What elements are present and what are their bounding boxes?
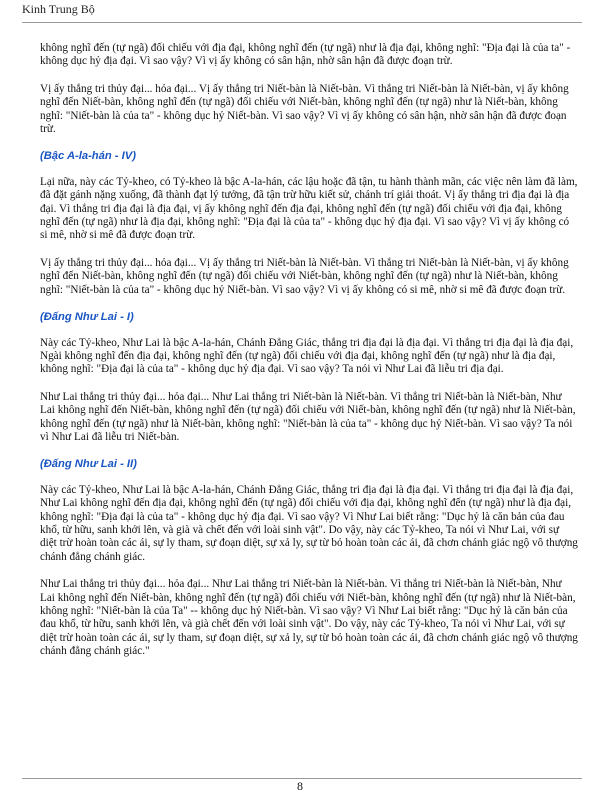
header-divider: [22, 22, 582, 23]
running-header: Kinh Trung Bộ: [22, 2, 95, 16]
paragraph: Như Lai thắng tri thủy đại... hỏa đại... Như Lai thắng tri Niết-bàn là Niết-bàn. Vì thắng tri Niết-bàn là Niết-bàn, Như Lai không nghĩ đến Niết-bàn, không nghĩ đến (tự ngã) đối chiếu với Niết-bàn, không nghĩ đến (tự ngã) như là Niết-bàn, không nghĩ đến (tự ngã) như là Niết-bàn, không nghĩ: "Niết-bàn là của ta" - không dục hỷ Niết-bàn. Vì sao vậy? Ta nói vì Như Lai đã liễu tri Niết-bàn.: [40, 390, 576, 443]
paragraph: Như Lai thắng tri thủy đại... hỏa đại... Như Lai thắng tri Niết-bàn là Niết-bàn. Vì thắng tri Niết-bàn là Niết-bàn, Như Lai không nghĩ đến Niết-bàn, không nghĩ đến (tự ngã) đối chiếu với Niết-bàn, không nghĩ đến (tự ngã) như là Niết-bàn, không nghĩ: "Niết-bàn là của Ta" -- không dục hỷ Niết-bàn. Vì sao vậy? Vì Như Lai biết rằng: "Dục hỷ là căn bản của đau khổ, từ hữu, sanh khởi lên, và già chết đến với loài sinh vật". Do vậy, này các Tỷ-kheo, Ta nói vì Như Lai, với sự diệt trừ hoàn toàn các ái, sự ly tham, sự đoạn diệt, sự xả ly, sự từ bỏ hoàn toàn các ái, đã chơn chánh giác ngộ vô thượng chánh đẳng chánh giác.": [40, 578, 578, 658]
paragraph: Này các Tỷ-kheo, Như Lai là bậc A-la-hán, Chánh Đẳng Giác, thắng tri địa đại là địa đại. Vì thắng tri địa đại là địa đại, Ngài không nghĩ đến địa đại, không nghĩ đến (tự ngã) đối chiếu với địa đại, không nghĩ đến (tự ngã) như là địa đại, không nghĩ: "Địa đại là của ta" - không dục hỷ địa đại. Vì sao vậy? Ta nói vì Như Lai đã liễu tri địa đại.: [40, 336, 574, 376]
page-number: 8: [297, 779, 303, 793]
paragraph: Vị ấy thắng tri thủy đại... hỏa đại... Vị ấy thắng tri Niết-bàn là Niết-bàn. Vì thắng tri Niết-bàn là Niết-bàn, vị ấy không nghĩ đến Niết-bàn, không nghĩ đến (tự ngã) đối chiếu với Niết-bàn, không nghĩ đến (tự ngã) như là Niết-bàn, không nghĩ: "Niết-bàn là của ta" - không dục hỷ Niết-bàn. Vì sao vậy? Vì vị ấy không có si mê, nhờ si mê đã được đoạn trừ.: [40, 256, 569, 296]
section-heading: (Đấng Như Lai - I): [40, 311, 134, 324]
paragraph: không nghĩ đến (tự ngã) đối chiếu với địa đại, không nghĩ đến (tự ngã) như là địa đại, không nghĩ: "Địa đại là của ta" - không dục hỷ địa đại. Vì sao vậy? Vì vị ấy không có sân hận, nhờ sân hận đã được đoạn trừ.: [40, 42, 571, 68]
paragraph: Lại nữa, này các Tỷ-kheo, có Tỷ-kheo là bậc A-la-hán, các lậu hoặc đã tận, tu hành thành mãn, các việc nên làm đã làm, đã đặt gánh nặng xuống, đã thành đạt lý tưởng, đã tận trừ hữu kiết sử, chánh trí giải thoát. Vị ấy thắng tri địa đại là địa đại. Vì thắng tri địa đại là địa đại, vị ấy không nghĩ đến địa đại, không nghĩ đến (tự ngã) đối chiếu với địa đại, không nghĩ đến (tự ngã) như là địa đại, không nghĩ: "Địa đại là của ta" - không dục hỷ địa đại. Vì sao vậy? Vì vị ấy không có si mê, nhờ si mê đã được đoạn trừ.: [40, 175, 578, 242]
paragraph: Vị ấy thắng tri thủy đại... hỏa đại... Vị ấy thắng tri Niết-bàn là Niết-bàn. Vì thắng tri Niết-bàn là Niết-bàn, vị ấy không nghĩ đến Niết-bàn, không nghĩ đến (tự ngã) đối chiếu với Niết-bàn, không nghĩ đến (tự ngã) như là Niết-bàn, không nghĩ: "Niết-bàn là của ta" - không dục hỷ Niết-bàn. Vì sao vậy? Vì vị ấy không có sân hận, nhờ sân hận đã được đoạn trừ.: [40, 82, 569, 136]
section-heading: (Bậc A-la-hán - IV): [40, 150, 136, 163]
section-heading: (Đấng Như Lai - II): [40, 458, 137, 471]
paragraph: Này các Tỷ-kheo, Như Lai là bậc A-la-hán, Chánh Đẳng Giác, thắng tri địa đại là địa đại. Vì thắng tri địa đại là địa đại, Như Lai không nghĩ đến địa đại, không nghĩ đến (tự ngã) đối chiếu với địa đại, không nghĩ đến (tự ngã) như là địa đại, không nghĩ: "Địa đại là của ta" - không dục hỷ địa đại. Vì sao vậy? Vì Như Lai biết rằng: "Dục hỷ là căn bản của đau khổ, từ hữu, sanh khởi lên, và già và chết đến với loài sinh vật". Do vậy, này các Tỷ-kheo, Ta nói vì Như Lai, với sự diệt trừ hoàn toàn các ái, sự ly tham, sự đoạn diệt, sự xả ly, sự từ bỏ hoàn toàn các ái, đã chơn chánh giác ngộ vô thượng chánh đẳng chánh giác.: [40, 483, 578, 563]
page-content: [40, 42, 578, 673]
